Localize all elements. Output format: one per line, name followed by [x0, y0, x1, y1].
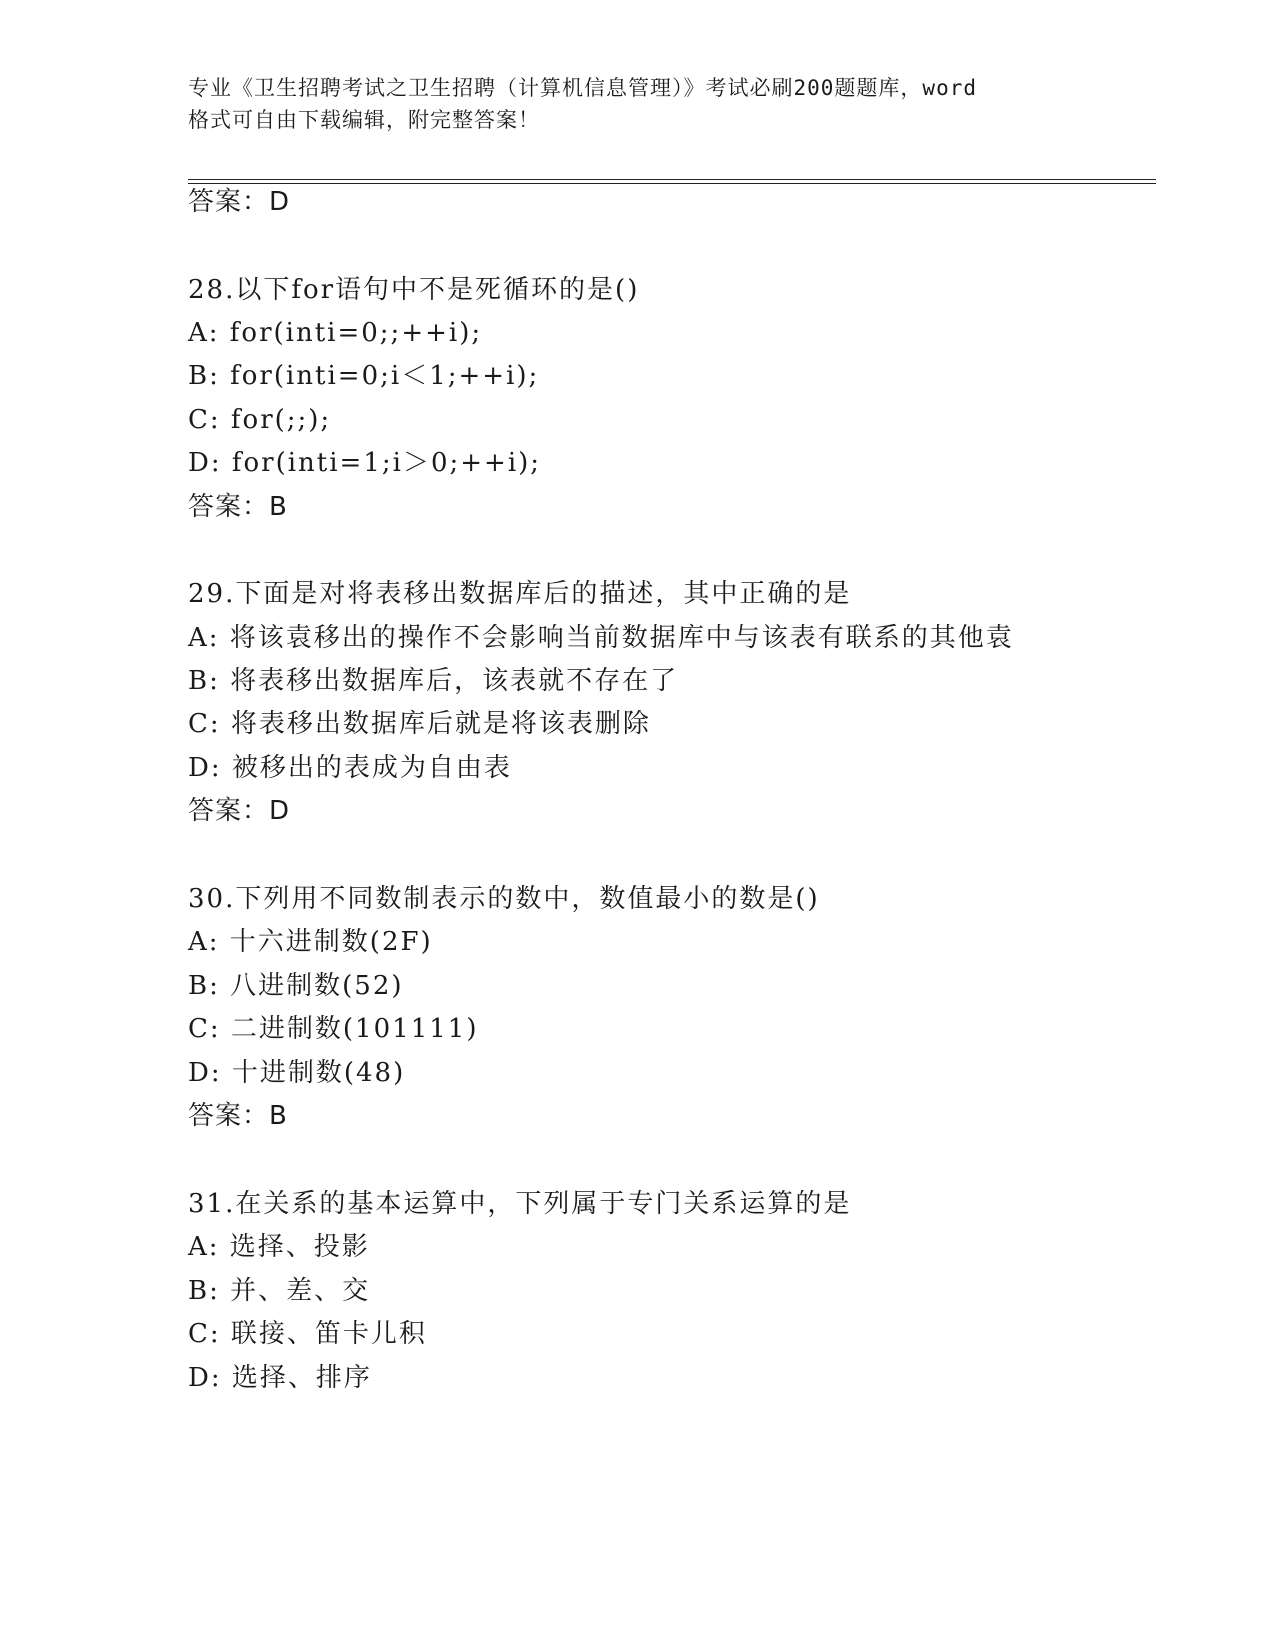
question-28-option-c: C: for(;;); [188, 405, 332, 435]
question-31-stem: 31.在关系的基本运算中，下列属于专门关系运算的是 [188, 1189, 852, 1219]
answer-29: 答案：D [188, 796, 291, 826]
answer-27: 答案：D [188, 187, 291, 217]
header-line-2: 格式可自由下载编辑，附完整答案！ [188, 108, 540, 132]
question-29-option-a: A: 将该袁移出的操作不会影响当前数据库中与该表有联系的其他袁 [188, 623, 1014, 653]
question-30-stem: 30.下列用不同数制表示的数中，数值最小的数是() [188, 884, 820, 914]
question-30-option-b: B: 八进制数(52) [188, 971, 404, 1001]
question-29-stem: 29.下面是对将表移出数据库后的描述，其中正确的是 [188, 579, 852, 609]
question-28-option-d: D: for(inti=1;i＞0;++i); [188, 448, 542, 478]
question-31-option-b: B: 并、差、交 [188, 1276, 371, 1306]
question-28-option-a: A: for(inti=0;;++i); [188, 318, 483, 348]
question-28-option-b: B: for(inti=0;i＜1;++i); [188, 361, 540, 391]
question-31-option-d: D: 选择、排序 [188, 1363, 372, 1393]
question-29-option-c: C: 将表移出数据库后就是将该表删除 [188, 709, 651, 739]
question-31-option-c: C: 联接、笛卡儿积 [188, 1319, 427, 1349]
question-28-stem: 28.以下for语句中不是死循环的是() [188, 275, 640, 305]
answer-28: 答案：B [188, 492, 288, 522]
header-divider-top [188, 179, 1156, 180]
question-31-option-a: A: 选择、投影 [188, 1232, 370, 1262]
question-29-option-d: D: 被移出的表成为自由表 [188, 753, 512, 783]
header-line-1: 专业《卫生招聘考试之卫生招聘（计算机信息管理）》考试必刷200题题库，word [188, 76, 977, 100]
answer-30: 答案：B [188, 1101, 288, 1131]
question-30-option-c: C: 二进制数(101111) [188, 1014, 479, 1044]
question-29-option-b: B: 将表移出数据库后，该表就不存在了 [188, 666, 679, 696]
question-30-option-a: A: 十六进制数(2F) [188, 927, 433, 957]
question-30-option-d: D: 十进制数(48) [188, 1058, 406, 1088]
document-header [188, 72, 1088, 136]
header-divider-bottom [188, 183, 1156, 184]
